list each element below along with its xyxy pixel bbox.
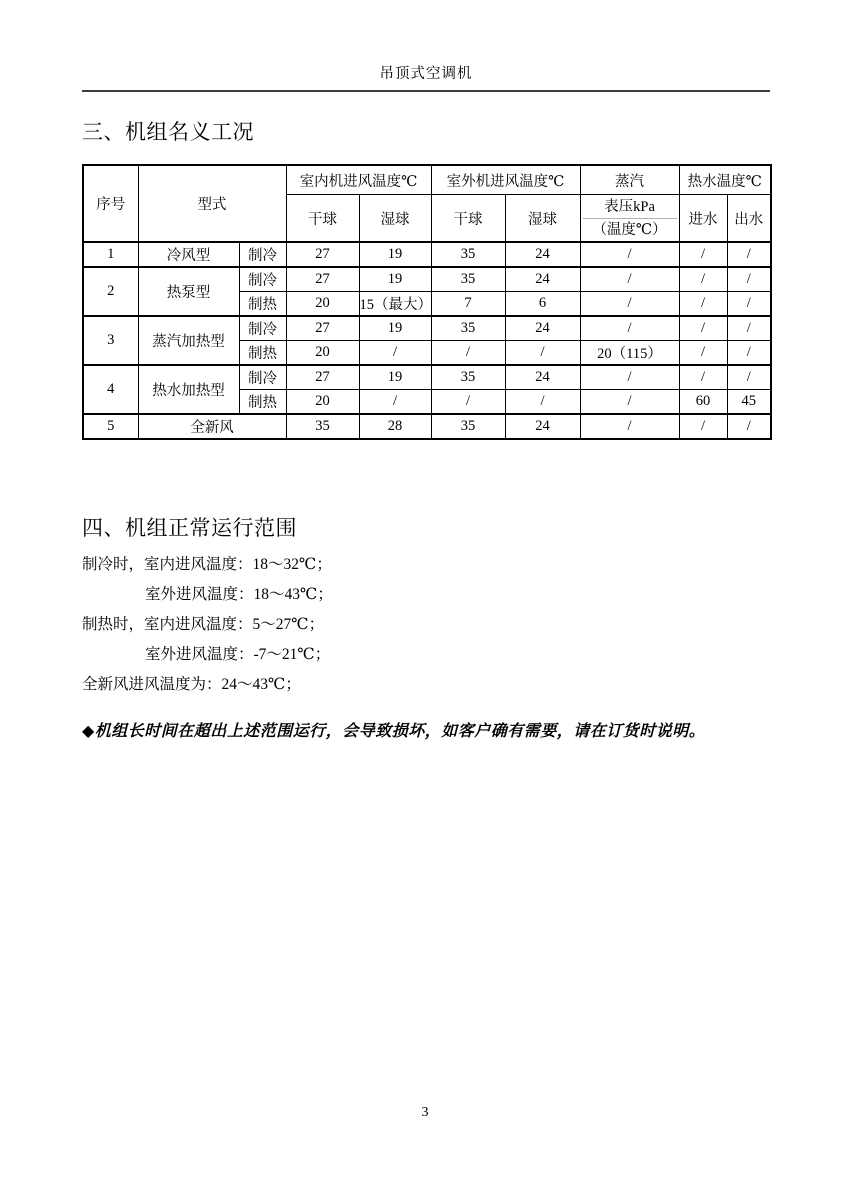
cell-mode: 制热	[239, 292, 286, 317]
cell-value: /	[727, 365, 771, 390]
cell-value: 20	[286, 292, 359, 317]
cell-value: /	[679, 292, 727, 317]
cell-seq: 3	[83, 316, 138, 365]
header-rule	[82, 90, 770, 92]
header-cell-dry-outdoor: 干球	[431, 195, 505, 243]
cell-value: /	[679, 242, 727, 267]
header-cell-water-out: 出水	[727, 195, 771, 243]
cell-value: 35	[431, 414, 505, 439]
cell-value: /	[727, 242, 771, 267]
cell-value: 20	[286, 341, 359, 366]
cell-value: 19	[359, 242, 431, 267]
cell-value: /	[679, 267, 727, 292]
cell-value: 24	[505, 267, 580, 292]
cell-value: 28	[359, 414, 431, 439]
running-header	[82, 0, 770, 92]
steam-temp-label: （温度℃）	[583, 218, 677, 241]
cell-value: /	[580, 242, 679, 267]
header-cell-indoor: 室内机进风温度℃	[286, 165, 431, 195]
cell-value: /	[359, 341, 431, 366]
cell-value: 20	[286, 390, 359, 415]
cell-value: 35	[286, 414, 359, 439]
table-row-4-hotwater-cooling	[83, 365, 771, 390]
cell-value: 15（最大）	[359, 292, 431, 317]
header-cell-steam: 蒸汽	[580, 165, 679, 195]
table-row-1-cooling	[83, 242, 771, 267]
cell-value: /	[359, 390, 431, 415]
cell-mode: 制冷	[239, 316, 286, 341]
cell-seq: 4	[83, 365, 138, 414]
cell-value: /	[679, 414, 727, 439]
cell-mode: 制热	[239, 341, 286, 366]
section4-title: 四、机组正常运行范围	[82, 516, 297, 540]
cell-mode: 制冷	[239, 267, 286, 292]
cell-value: 24	[505, 414, 580, 439]
cell-value: /	[580, 365, 679, 390]
cell-mode: 制热	[239, 390, 286, 415]
warning-note: ◆机组长时间在超出上述范围运行，会导致损坏，如客户确有需要，请在订货时说明。	[82, 723, 706, 740]
cell-value: 24	[505, 316, 580, 341]
nominal-conditions-table	[82, 164, 772, 440]
cell-value: /	[727, 414, 771, 439]
cell-value: 35	[431, 365, 505, 390]
cell-value: /	[431, 341, 505, 366]
cell-value: /	[505, 390, 580, 415]
cell-value: /	[580, 390, 679, 415]
cell-value: 45	[727, 390, 771, 415]
cell-value: /	[679, 316, 727, 341]
operating-range-line: 制热时，室内进风温度：5～27℃；	[82, 616, 325, 633]
document-title: 吊顶式空调机	[379, 66, 473, 82]
operating-range-line: 制冷时，室内进风温度：18～32℃；	[82, 556, 332, 573]
cell-value: 24	[505, 365, 580, 390]
cell-type: 全新风	[138, 414, 286, 439]
cell-value: /	[727, 292, 771, 317]
cell-value: /	[580, 316, 679, 341]
cell-value: /	[679, 365, 727, 390]
section3-title: 三、机组名义工况	[82, 120, 254, 144]
cell-seq: 2	[83, 267, 138, 316]
cell-value: 35	[431, 267, 505, 292]
operating-range-line: 室外进风温度：18～43℃；	[145, 586, 333, 603]
cell-value: /	[580, 267, 679, 292]
header-cell-wet-indoor: 湿球	[359, 195, 431, 243]
cell-seq: 1	[83, 242, 138, 267]
cell-value: 35	[431, 316, 505, 341]
header-cell-dry-indoor: 干球	[286, 195, 359, 243]
cell-value: 60	[679, 390, 727, 415]
cell-value: 35	[431, 242, 505, 267]
page-number: 3	[421, 1105, 429, 1120]
header-cell-water-in: 进水	[679, 195, 727, 243]
cell-value: 27	[286, 316, 359, 341]
cell-type: 蒸汽加热型	[138, 316, 239, 365]
cell-type: 冷风型	[138, 242, 239, 267]
cell-value: /	[727, 267, 771, 292]
cell-value: /	[727, 341, 771, 366]
table-row-2-heatpump-cooling	[83, 267, 771, 292]
operating-range-line: 室外进风温度：-7～21℃；	[145, 646, 331, 663]
cell-value: 19	[359, 365, 431, 390]
cell-mode: 制冷	[239, 242, 286, 267]
cell-value: /	[580, 292, 679, 317]
header-cell-wet-outdoor: 湿球	[505, 195, 580, 243]
header-cell-steam-sub	[580, 195, 679, 243]
cell-value: 27	[286, 365, 359, 390]
cell-value: 19	[359, 267, 431, 292]
steam-gauge-label: 表压kPa	[604, 198, 655, 215]
cell-value: /	[679, 341, 727, 366]
table-row-5-freshair	[83, 414, 771, 439]
cell-type: 热泵型	[138, 267, 239, 316]
operating-range-line: 全新风进风温度为：24～43℃；	[82, 676, 301, 693]
cell-value: 27	[286, 267, 359, 292]
header-cell-hot-water: 热水温度℃	[679, 165, 771, 195]
cell-value: 27	[286, 242, 359, 267]
cell-value: /	[505, 341, 580, 366]
cell-value: 20（115）	[580, 341, 679, 366]
cell-mode: 制冷	[239, 365, 286, 390]
table-row-3-steam-cooling	[83, 316, 771, 341]
header-cell-seq: 序号	[83, 165, 138, 242]
header-cell-type: 型式	[138, 165, 286, 242]
cell-seq: 5	[83, 414, 138, 439]
cell-value: 19	[359, 316, 431, 341]
cell-value: /	[431, 390, 505, 415]
table-header-row-1	[83, 165, 771, 195]
cell-value: 7	[431, 292, 505, 317]
cell-value: 24	[505, 242, 580, 267]
cell-value: /	[727, 316, 771, 341]
cell-type: 热水加热型	[138, 365, 239, 414]
header-cell-outdoor: 室外机进风温度℃	[431, 165, 580, 195]
cell-value: /	[580, 414, 679, 439]
cell-value: 6	[505, 292, 580, 317]
